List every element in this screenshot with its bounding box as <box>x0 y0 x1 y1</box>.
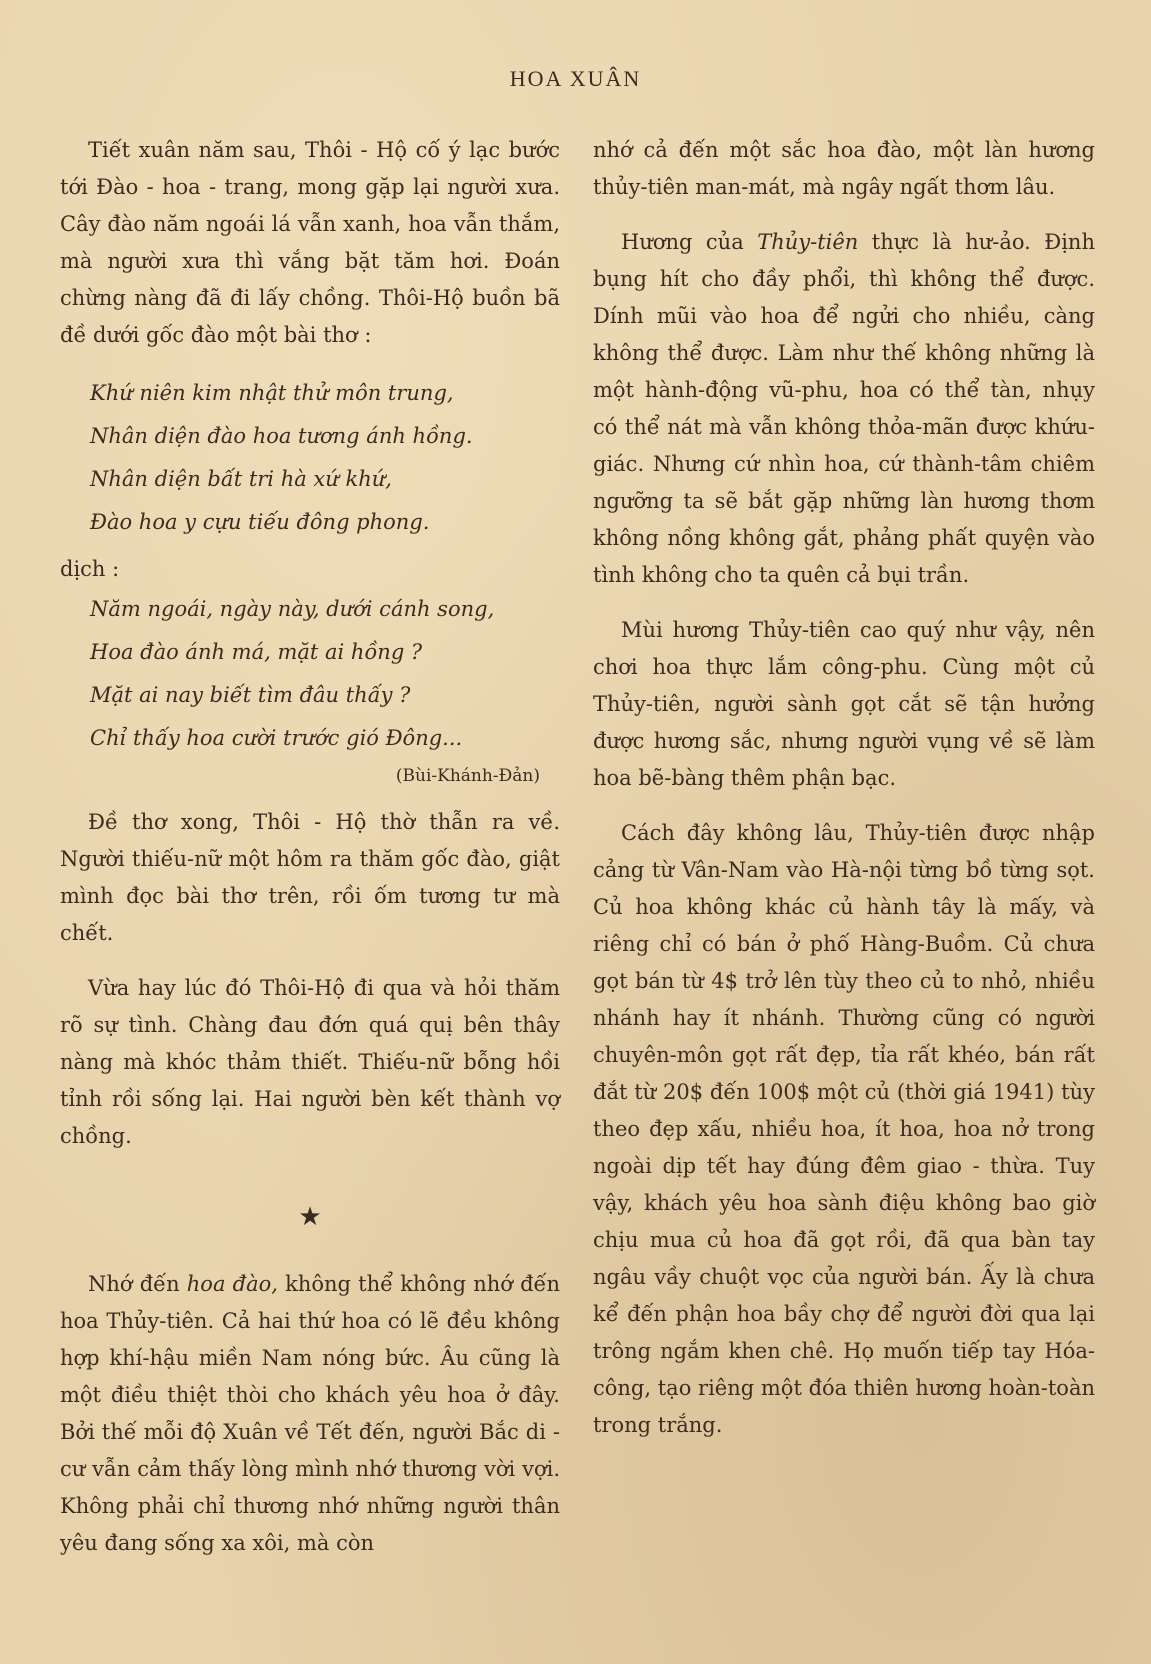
text-run: Hương của <box>621 230 758 254</box>
right-column <box>593 132 1095 1462</box>
section-star-divider: ★ <box>298 1202 322 1232</box>
poem-line: Mặt ai nay biết tìm đâu thấy ? <box>90 683 411 707</box>
running-header: HOA XUÂN <box>509 66 642 91</box>
paragraph <box>593 224 1095 594</box>
paragraph: Vừa hay lúc đó Thôi-Hộ đi qua và hỏi thăm rõ sự tình. Chàng đau đớn quá quị bên thây nàng mà khóc thảm thiết. Thiếu-nữ bỗng hồi tỉnh rồi sống lại. Hai người bèn kết thành vợ chồng. <box>60 976 560 1148</box>
poem-translation <box>90 588 560 760</box>
poem-line: Chỉ thấy hoa cười trước gió Đông... <box>90 726 463 750</box>
left-column <box>60 132 560 1580</box>
poem-line: Nhân diện đào hoa tương ánh hồng. <box>90 424 473 448</box>
text-run: thực là hư-ảo. Định bụng hít cho đầy phổi, thì không thể được. Dính mũi vào hoa để ngửi cho nhiều, càng không thể được. Làm như thế không những là một hành-động vũ-phu, hoa có thể tàn, nhụy có thể nát mà vẫn không thỏa-mãn được khứu-giác. Nhưng cứ nhìn hoa, cứ thành-tâm chiêm ngưỡng ta sẽ bắt gặp những làn hương thơm không nồng không gắt, phảng phất quyện vào tình không cho ta quên cả bụi trần. <box>593 230 1095 587</box>
paragraph: Tiết xuân năm sau, Thôi - Hộ cố ý lạc bước tới Đào - hoa - trang, mong gặp lại người xưa. Cây đào năm ngoái lá vẫn xanh, hoa vẫn thắm, mà người xưa thì vắng bặt tăm hơi. Đoán chừng nàng đã đi lấy chồng. Thôi-Hộ buồn bã đề dưới gốc đào một bài thơ : <box>60 138 560 347</box>
poem-line: Nhân diện bất tri hà xứ khứ, <box>90 467 392 491</box>
translation-label: dịch : <box>60 557 120 581</box>
italic-term: hoa đào, <box>186 1272 278 1296</box>
poem-original <box>90 372 560 544</box>
poem-line: Khứ niên kim nhật thử môn trung, <box>90 381 454 405</box>
paragraph: nhớ cả đến một sắc hoa đào, một làn hương thủy-tiên man-mát, mà ngây ngất thơm lâu. <box>593 138 1095 199</box>
poem-line: Đào hoa y cựu tiếu đông phong. <box>90 510 430 534</box>
text-run: Nhớ đến <box>88 1272 187 1296</box>
paragraph <box>60 1266 560 1562</box>
poem-line: Hoa đào ánh má, mặt ai hồng ? <box>90 640 423 664</box>
text-run: không thể không nhớ đến hoa Thủy-tiên. Cả hai thứ hoa có lẽ đều không hợp khí-hậu miền Nam nóng bức. Âu cũng là một điều thiệt thòi cho khách yêu hoa ở đây. Bởi thế mỗi độ Xuân về Tết đến, người Bắc di - cư vẫn cảm thấy lòng mình nhớ thương vời vợi. Không phải chỉ thương nhớ những người thân yêu đang sống xa xôi, mà còn <box>60 1272 560 1555</box>
paragraph: Mùi hương Thủy-tiên cao quý như vậy, nên chơi hoa thực lắm công-phu. Cùng một củ Thủy-tiên, người sành gọt cắt sẽ tận hưởng được hương sắc, nhưng người vụng về sẽ làm hoa bẽ-bàng thêm phận bạc. <box>593 618 1095 790</box>
paragraph: Đề thơ xong, Thôi - Hộ thờ thẫn ra về. Người thiếu-nữ một hôm ra thăm gốc đào, giật mình đọc bài thơ trên, rồi ốm tương tư mà chết. <box>60 810 560 945</box>
translator-credit: (Bùi-Khánh-Đản) <box>395 766 540 786</box>
italic-term: Thủy-tiên <box>757 230 859 254</box>
poem-line: Năm ngoái, ngày này, dưới cánh song, <box>90 597 495 621</box>
paragraph: Cách đây không lâu, Thủy-tiên được nhập cảng từ Vân-Nam vào Hà-nội từng bồ từng sọt. Củ hoa không khác củ hành tây là mấy, và riêng chỉ có bán ở phố Hàng-Buồm. Củ chưa gọt bán từ 4$ trở lên tùy theo củ to nhỏ, nhiều nhánh hay ít nhánh. Thường cũng có người chuyên-môn gọt rất đẹp, tỉa rất khéo, bán rất đắt từ 20$ đến 100$ một củ (thời giá 1941) tùy theo đẹp xấu, nhiều hoa, ít hoa, hoa nở trong ngoài dịp tết hay đúng đêm giao - thừa. Tuy vậy, khách yêu hoa sành điệu không bao giờ chịu mua củ hoa đã gọt rồi, đã qua bàn tay ngâu vầy chuột vọc của người bán. Ấy là chưa kể đến phận hoa bầy chợ để người đời qua lại trông ngắm khen chê. Họ muốn tiếp tay Hóa-công, tạo riêng một đóa thiên hương hoàn-toàn trong trắng. <box>593 821 1095 1437</box>
